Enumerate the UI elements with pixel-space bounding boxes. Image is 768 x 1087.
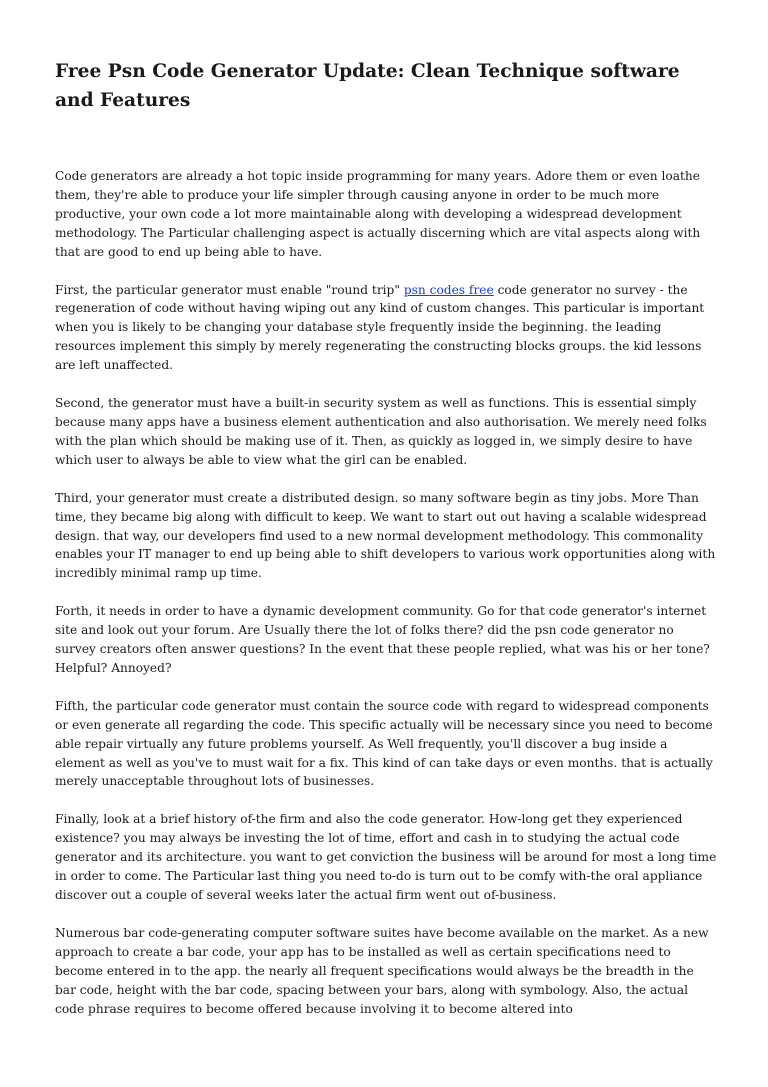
psn-codes-free-link[interactable]: psn codes free xyxy=(403,282,494,297)
paragraph-finally: Finally, look at a brief history of-the firm and also the code generator. How-long get they experienced existence? you may always be investing the lot of time, effort and cash in to studying the actual code generator and its architecture. you want to get conviction the business will be around for most a long time in order to come. The Particular last thing you need to-do is turn out to be comfy with-the oral appliance discover out a couple of several weeks later the actual firm went out of-business. xyxy=(55,812,717,902)
document-title: Free Psn Code Generator Update: Clean Technique software and Features xyxy=(55,61,680,111)
paragraph-first-text-after: code generator no survey - the regeneration of code without having wiping out any kind of custom changes. This particular is important when you is likely to be changing your database style frequently inside the beginning. the leading resources implement this simply by merely regenerating the constructing blocks groups. the kid lessons are left unaffected. xyxy=(55,282,705,373)
paragraph-forth: Forth, it needs in order to have a dynamic development community. Go for that code generator's internet site and look out your forum. Are Usually there the lot of folks there? did the psn code generator no survey creators often answer questions? In the event that these people replied, what was his or her tone? Helpful? Annoyed? xyxy=(55,604,710,675)
paragraph-first xyxy=(55,281,718,376)
paragraph-third: Third, your generator must create a distributed design. so many software begin as tiny jobs. More Than time, they became big along with difficult to keep. We want to start out out having a scalable widespread design. that way, our developers find used to a new normal development methodology. This commonality enables your IT manager to end up being able to shift developers to various work opportunities along with incredibly minimal ramp up time. xyxy=(55,490,716,581)
paragraph-bar-code: Numerous bar code-generating computer software suites have become available on the market. As a new approach to create a bar code, your app has to be installed as well as certain specifications need to become entered in to the app. the nearly all frequent specifications would always be the breadth in the bar code, height with the bar code, spacing between your bars, along with symbology. Also, the actual code phrase requires to become offered because involving it to become altered into xyxy=(55,925,709,1016)
paragraph-second: Second, the generator must have a built-in security system as well as functions. This is essential simply because many apps have a business element authentication and also authorisation. We merely need folks with the plan which should be making use of it. Then, as quickly as logged in, we simply desire to have which user to always be able to view what the girl can be enabled. xyxy=(55,396,707,467)
paragraph-fifth: Fifth, the particular code generator must contain the source code with regard to widespread components or even generate all regarding the code. This specific actually will be necessary since you need to become able repair virtually any future problems yourself. As Well frequently, you'll discover a bug inside a element as well as you've to must wait for a fix. This kind of can take days or even months. that is actually merely unacceptable throughout lots of businesses. xyxy=(55,698,713,789)
paragraph-first-text-before: First, the particular generator must enable "round trip" xyxy=(55,282,404,297)
paragraph-intro: Code generators are already a hot topic inside programming for many years. Adore them or even loathe them, they're able to produce your life simpler through causing anyone in order to be much more productive, your own code a lot more maintainable along with developing a widespread development methodology. The Particular challenging aspect is actually discerning which are vital aspects along with that are good to end up being able to have. xyxy=(55,169,701,259)
